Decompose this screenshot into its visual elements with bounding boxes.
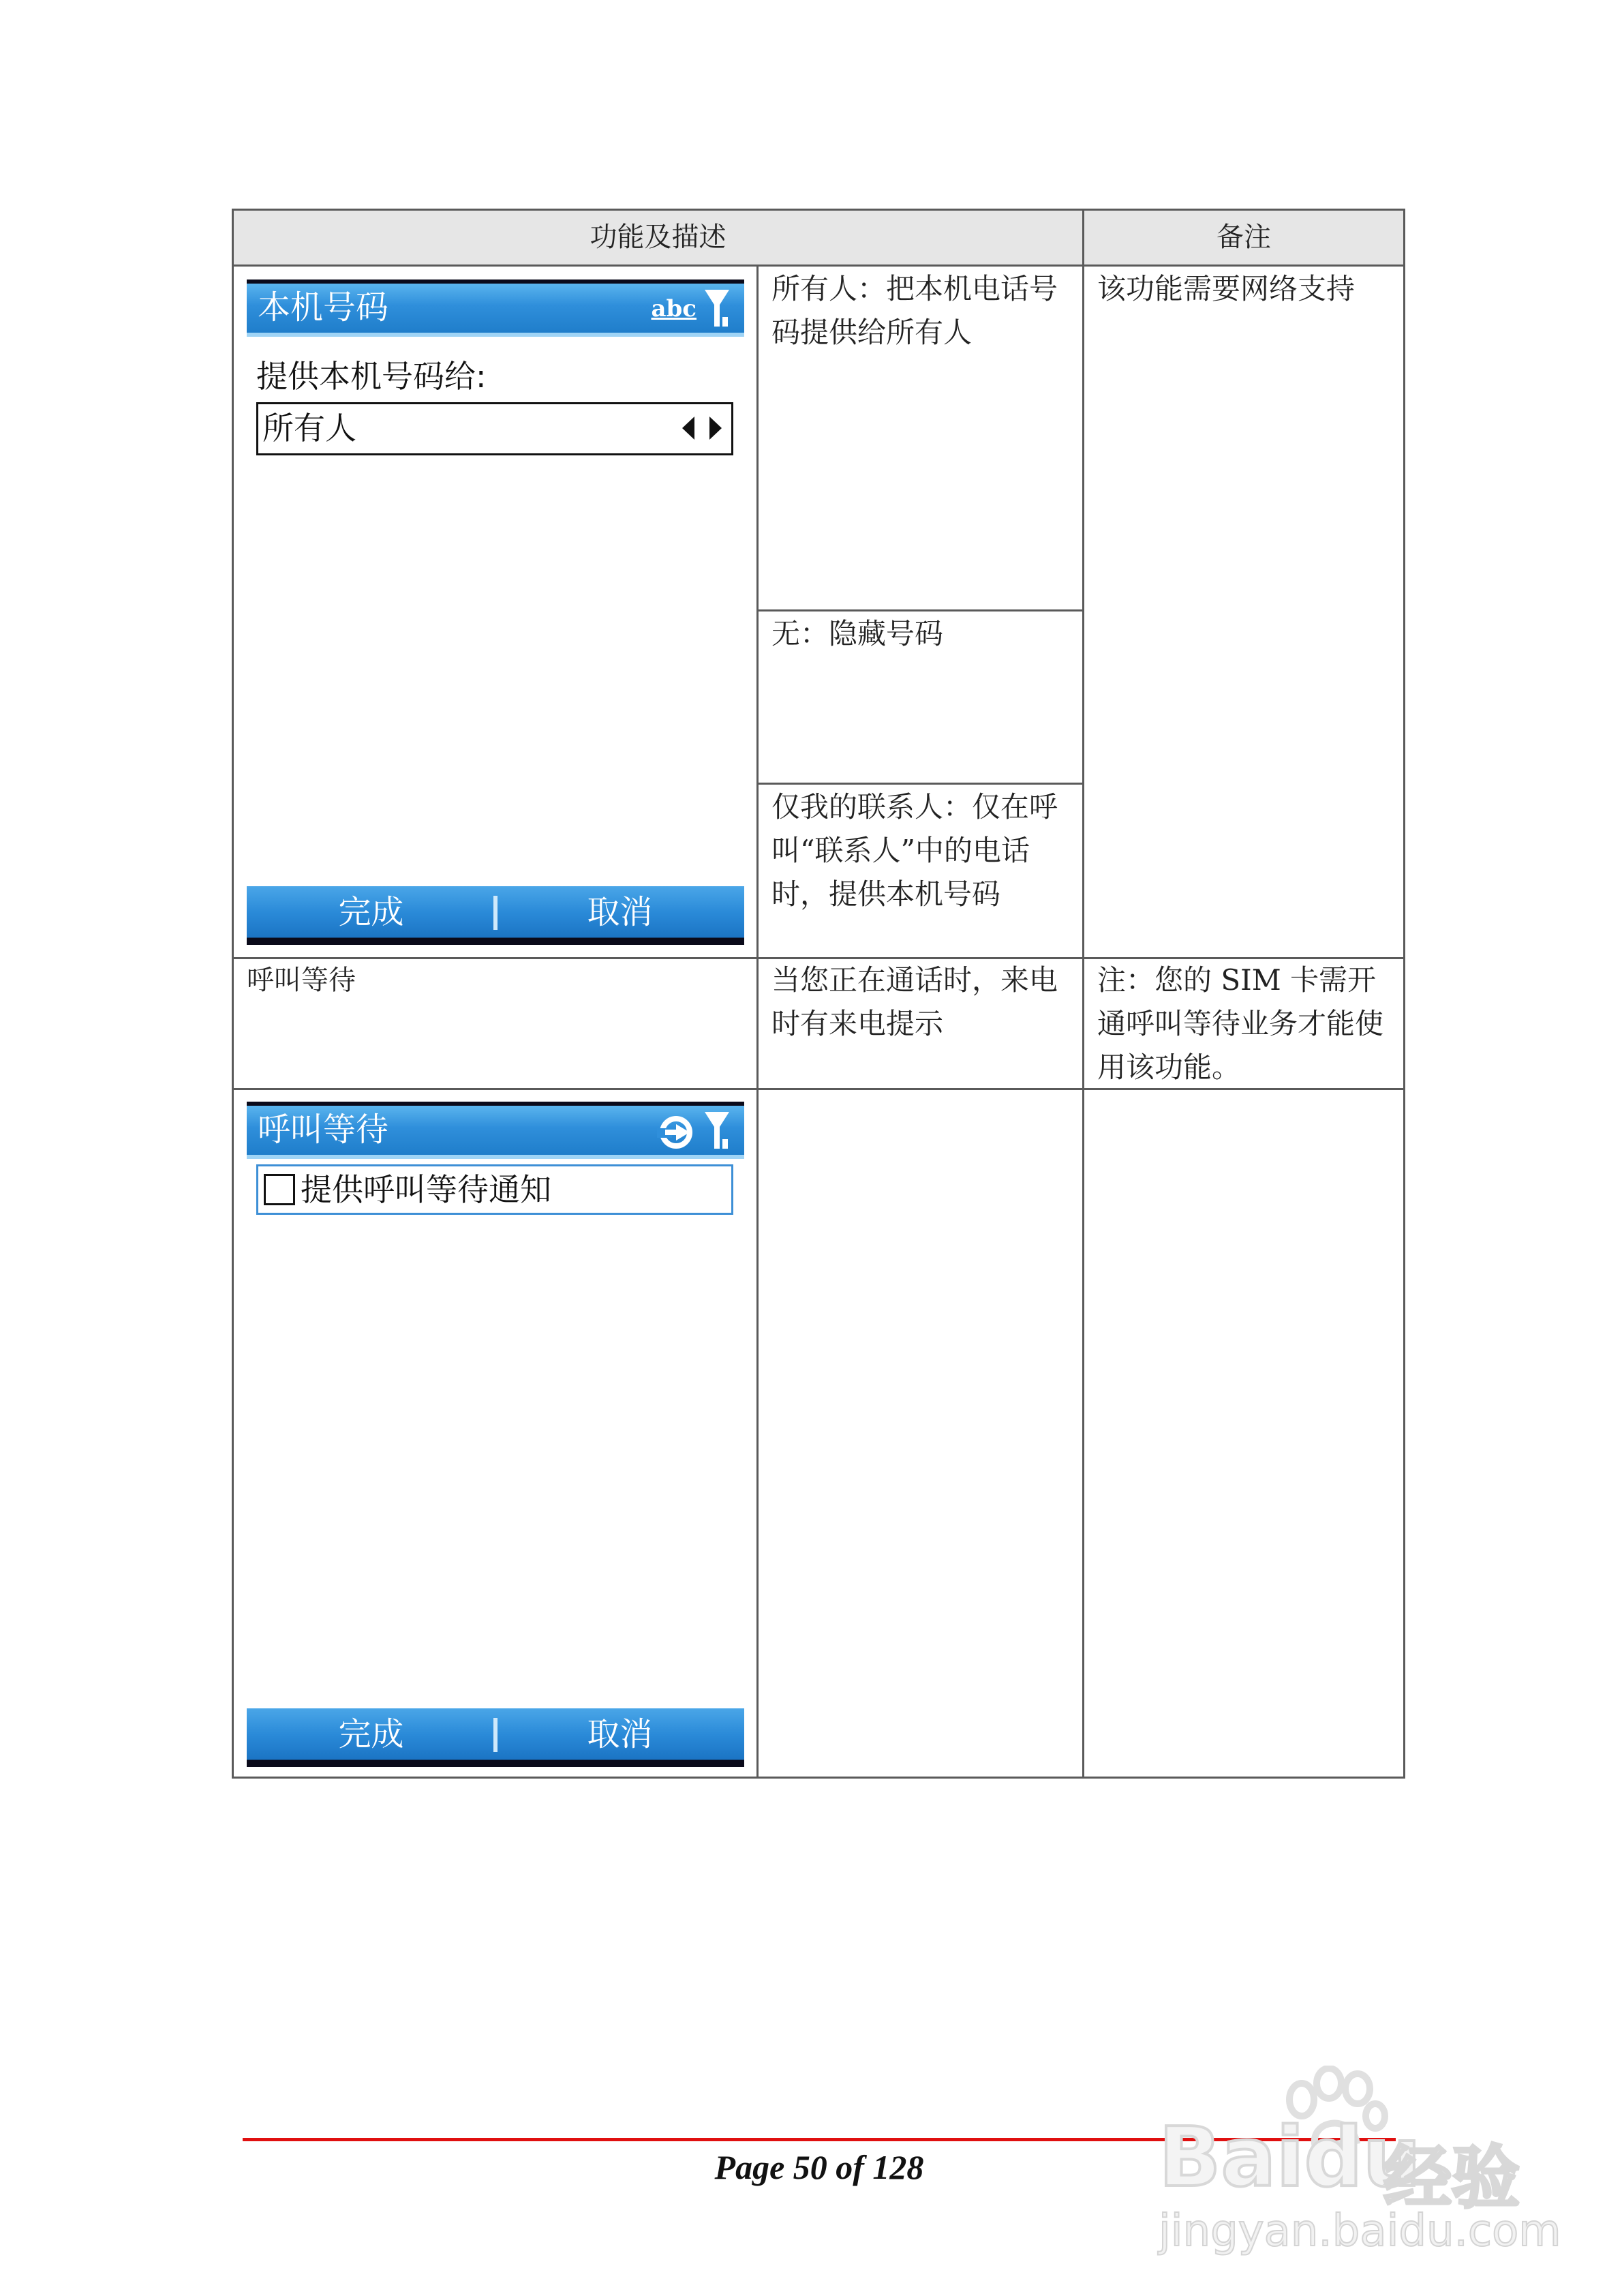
screen-title: 呼叫等待: [258, 1111, 389, 1149]
status-icons: [656, 1107, 731, 1155]
column-divider-2: [1082, 209, 1084, 1779]
arrow-left-icon[interactable]: [682, 417, 694, 440]
softkey-bar: [247, 886, 744, 945]
watermark-brand-cn: 经验: [1383, 2138, 1520, 2218]
signal-antenna-icon: [703, 1109, 731, 1153]
screen-title: 本机号码: [258, 288, 389, 327]
table-border-right: [1403, 209, 1405, 1779]
row2-note: 注：您的 SIM 卡需开通呼叫等待业务才能使用该功能。: [1097, 963, 1384, 1084]
option-contacts-only-text: 仅我的联系人：仅在呼叫“联系人”中的电话时，提供本机号码: [771, 790, 1058, 911]
cancel-softkey[interactable]: 取消: [587, 1715, 653, 1753]
watermark-brand-part1: Bai: [1159, 2111, 1304, 2205]
table-border-bottom: [232, 1777, 1405, 1779]
softkey-separator: [493, 1718, 498, 1752]
done-softkey[interactable]: 完成: [338, 893, 404, 931]
table-header-divider: [232, 265, 1405, 267]
watermark-brand-part2: du: [1304, 2111, 1421, 2205]
caller-id-selector[interactable]: [256, 402, 733, 455]
softkey-separator: [493, 896, 498, 930]
selector-arrows: [682, 417, 722, 440]
screen-title-bar: [247, 280, 744, 337]
page-number: Page 50 of 128: [714, 2148, 924, 2186]
call-waiting-label: 提供呼叫等待通知: [301, 1171, 551, 1208]
call-waiting-option[interactable]: [256, 1164, 733, 1215]
caller-id-prompt: 提供本机号码给:: [256, 358, 487, 395]
arrow-right-icon[interactable]: [709, 417, 722, 440]
call-forward-icon: [656, 1111, 697, 1151]
header-remarks: 备注: [1216, 222, 1271, 253]
row2-description: 当您正在通话时，来电时有来电提示: [771, 963, 1058, 1040]
row2-feature-name: 呼叫等待: [247, 965, 356, 996]
call-waiting-checkbox[interactable]: [264, 1174, 295, 1205]
row1-note: 该功能需要网络支持: [1097, 272, 1356, 305]
screen-title-bar: [247, 1102, 744, 1159]
column-divider-1: [756, 265, 759, 1779]
option-divider-2: [756, 783, 1082, 785]
status-icons: [651, 285, 731, 333]
option-divider-1: [756, 609, 1082, 611]
header-function-description: 功能及描述: [590, 222, 726, 253]
cancel-softkey[interactable]: 取消: [587, 893, 653, 931]
watermark-url: jingyan.baidu.com: [1159, 2206, 1561, 2256]
option-none-text: 无：隐藏号码: [771, 617, 944, 650]
signal-antenna-icon: [703, 287, 731, 331]
option-everyone-text: 所有人：把本机电话号码提供给所有人: [771, 272, 1058, 349]
caller-id-selected-value: 所有人: [262, 410, 356, 447]
input-mode-indicator: abc: [651, 295, 697, 322]
softkey-bar: [247, 1708, 744, 1767]
done-softkey[interactable]: 完成: [338, 1715, 404, 1753]
table-border-left: [232, 209, 234, 1779]
watermark-brand: [1159, 2111, 1421, 2205]
